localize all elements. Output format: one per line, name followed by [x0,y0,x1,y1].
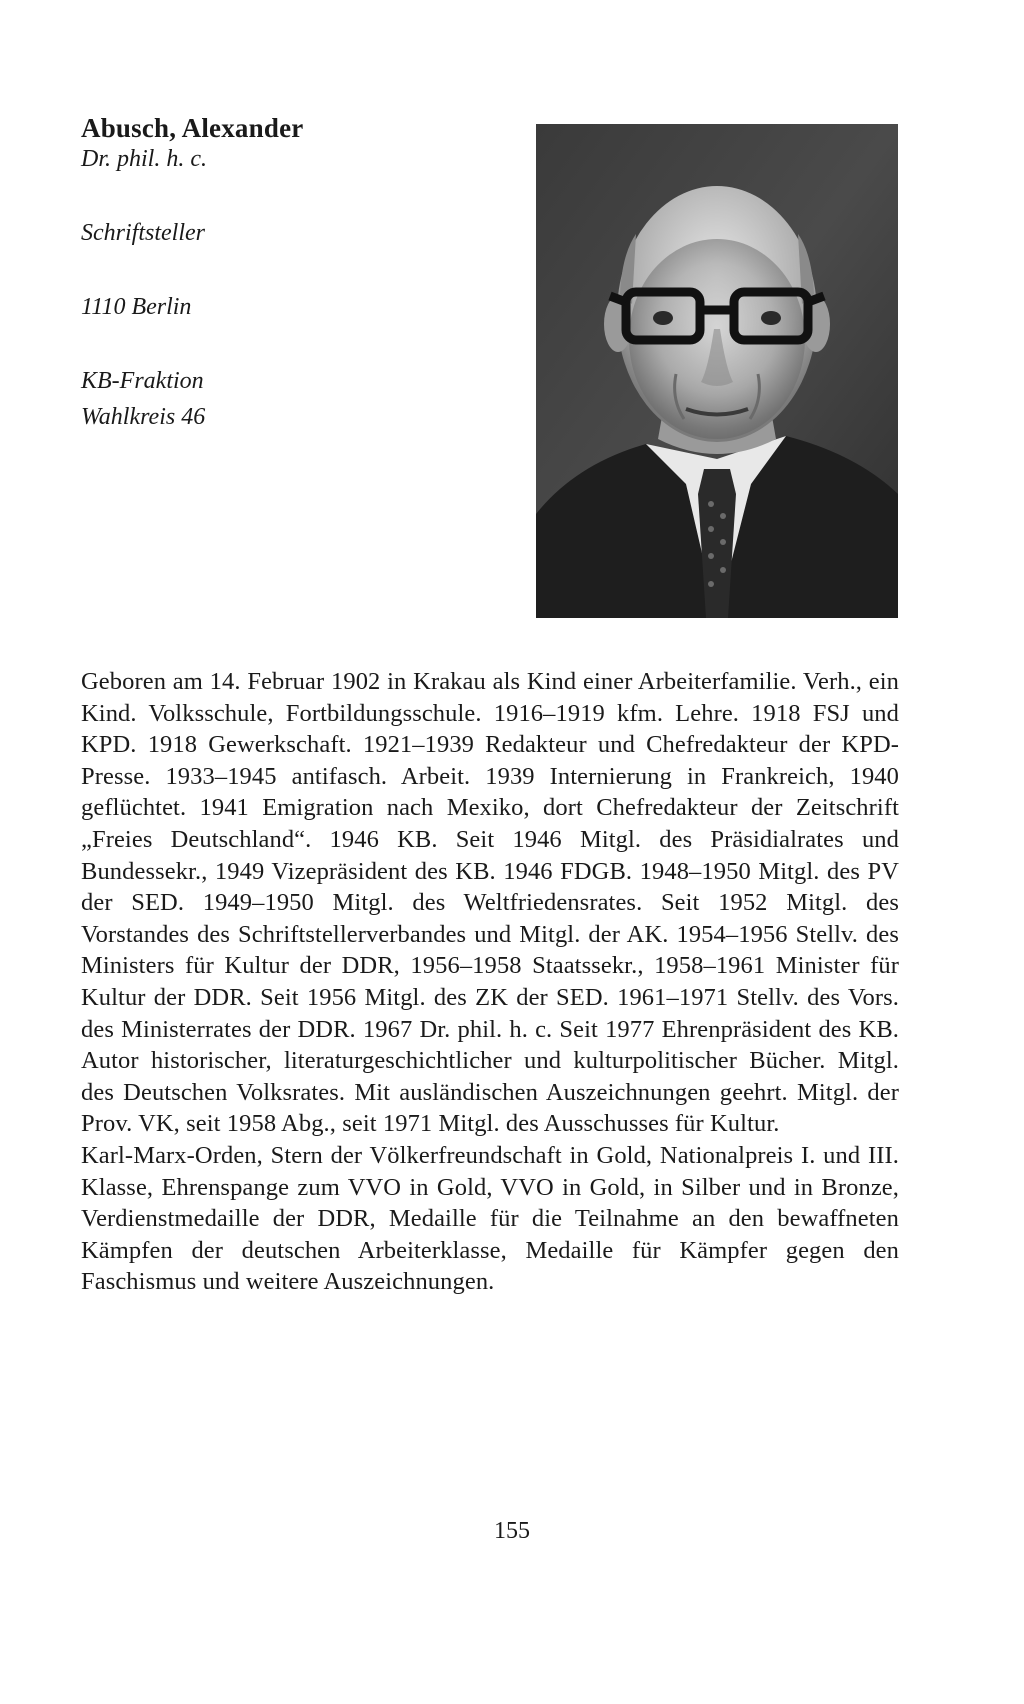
constituency: Wahlkreis 46 [81,404,206,430]
fraction: KB-Fraktion [81,368,204,394]
biography-text: Geboren am 14. Februar 1902 in Krakau als Kind einer Arbeiterfamilie. Verh., ein Kind. Volksschule, Fortbildungsschule. 1916–1919 kfm. Lehre. 1918 FSJ und KPD. 1918 Gewerkschaft. 1921–1939 Redakteur und Chefredakteur der KPD-Presse. 1933–1945 antifasch. Arbeit. 1939 Internierung in Frankreich, 1940 geflüchtet. 1941 Emigration nach Mexiko, dort Chefredakteur der Zeitschrift „Freies Deutschland“. 1946 KB. Seit 1946 Mitgl. des Präsidialrates und Bundessekr., 1949 Vizepräsident des KB. 1946 FDGB. 1948–1950 Mitgl. des PV der SED. 1949–1950 Mitgl. des Weltfriedensrates. Seit 1952 Mitgl. des Vorstandes des Schriftstellerverbandes und Mitgl. der AK. 1954–1956 Stellv. des Ministers für Kultur der DDR, 1956–1958 Staatssekr., 1958–1961 Minister für Kultur der DDR. Seit 1956 Mitgl. des ZK der SED. 1961–1971 Stellv. des Vors. des Ministerrates der DDR. 1967 Dr. phil. h. c. Seit 1977 Ehrenpräsident des KB. Autor historischer, literaturgeschichtlicher und kulturpolitischer Bücher. Mitgl. des Deutschen Volksrates. Mit ausländischen Auszeichnungen geehrt. Mitgl. der Prov. VK, seit 1958 Abg., seit 1971 Mitgl. des Ausschusses für Kultur. [81,668,899,1138]
entry-name: Abusch, Alexander [81,113,304,143]
portrait-photo-icon [536,124,898,618]
awards-text: Karl-Marx-Orden, Stern der Völkerfreundschaft in Gold, Nationalpreis I. und III. Klasse, Ehrenspange zum VVO in Gold, VVO in Gold, in Silber und in Bronze, Verdienstmedaille der DDR, Medaille für die Teilnahme an den bewaffneten Kämpfen der deutschen Arbeiterklasse, Medaille für Kämpfer gegen den Faschismus und weitere Auszeichnungen. [81,1141,899,1296]
page-number: 155 [494,1518,530,1544]
profession: Schriftsteller [81,220,205,246]
city: 1110 Berlin [81,294,192,320]
academic-title: Dr. phil. h. c. [81,146,207,172]
portrait-photo [536,124,898,618]
biography-section [81,666,899,1298]
entry-header [81,112,521,432]
